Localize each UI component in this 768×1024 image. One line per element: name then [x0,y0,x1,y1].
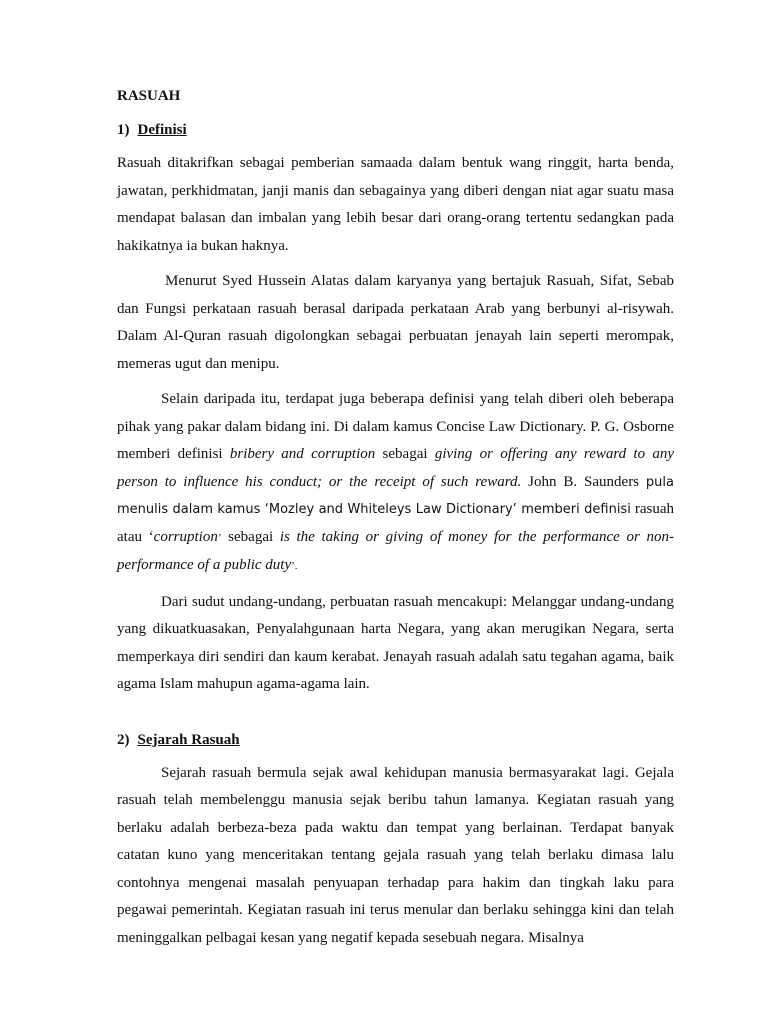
italic-text: is the taking or giving of money for the performance or non-performance of a public duty [117,528,674,573]
document-title: RASUAH [117,88,181,104]
text-run: John B. Saunders [521,473,646,490]
text-run: sebagai [221,528,280,545]
section-title: Definisi [137,122,187,138]
text-run: rasuah atau ‘ [117,501,674,545]
quote-mark: ’ [217,531,222,544]
text-run-sans: pula menulis dalam kamus ‘Mozley and Whiteleys Law Dictionary’ memberi definisi [117,474,674,517]
paragraph [117,386,674,581]
paragraph: Rasuah ditakrifkan sebagai pemberian samaada dalam bentuk wang ringgit, harta benda, jawatan, perkhidmatan, janji manis dan sebagainya yang diberi dengan niat agar suatu masa mendapat balasan dan imbalan yang lebih besar dari orang-orang tertentu sedangkan pada hakikatnya ia bukan haknya. [117,155,674,254]
text-run: Selain daripada itu, terdapat juga beberapa definisi yang telah diberi oleh beberapa pihak yang pakar dalam bidang ini. Di dalam kamus Concise Law Dictionary. P. G. Osborne memberi definisi [117,391,674,462]
quote-mark: ’. [291,560,298,572]
italic-text: corruption [153,528,218,545]
italic-text: bribery and corruption [229,446,376,462]
section-heading-definisi [117,120,674,140]
section-heading-sejarah [117,730,674,750]
paragraph: Dari sudut undang-undang, perbuatan rasuah mencakupi: Melanggar undang-undang yang dikuatkuasakan, Penyalahgunaan harta Negara, yang akan merugikan Negara, serta memperkaya diri sendiri dan kaum kerabat. Jenayah rasuah adalah satu tegahan agama, baik agama Islam mahupun agama-agama lain. [117,593,674,692]
section-number: 2) [117,731,130,748]
paragraph: Sejarah rasuah bermula sejak awal kehidupan manusia bermasyarakat lagi. Gejala rasuah telah membelenggu manusia sejak beribu tahun lamanya. Kegiatan rasuah yang berlaku adalah berbeza-beza pada waktu dan tempat yang berlainan. Terdapat banyak catatan kuno yang menceritakan tentang gejala rasuah yang telah berlaku dimasa lalu contohnya mengenai masalah penyuapan terhadap para hakim dan tingkah laku para pegawai pemerintah. Kegiatan rasuah ini terus menular dan berlaku sehingga kini dan telah meninggalkan pelbagai kesan yang negatif kepada sesebuah negara. Misalnya [117,764,674,946]
text-run: sebagai [375,446,435,462]
paragraph: Menurut Syed Hussein Alatas dalam karyanya yang bertajuk Rasuah, Sifat, Sebab dan Fungsi perkataan rasuah berasal daripada perkataan Arab yang berbunyi al-risywah. Dalam Al-Quran rasuah digolongkan sebagai perbuatan jenayah lain seperti merompak, memeras ugut dan menipu. [117,273,674,372]
section-title: Sejarah Rasuah [137,731,240,748]
italic-text: giving or offering any reward to any person to influence his conduct; or the receipt of such reward. [117,446,675,490]
section-number: 1) [117,122,130,138]
